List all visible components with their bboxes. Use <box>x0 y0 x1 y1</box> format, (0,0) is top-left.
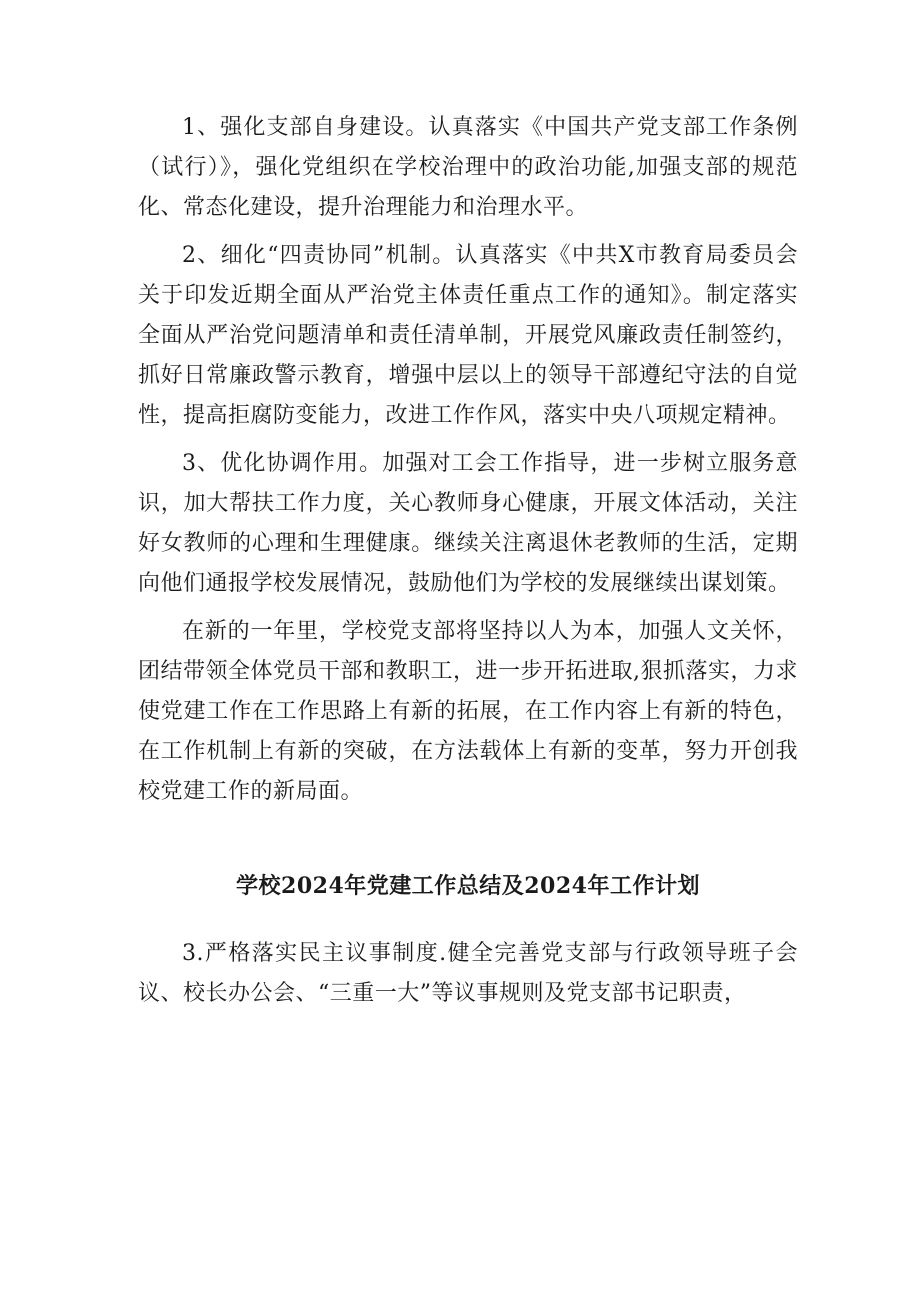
paragraph-democratic-deliberation: 3.严格落实民主议事制度.健全完善党支部与行政领导班子会议、校长办公会、“三重一大”等议事规则及党支部书记职责， <box>138 941 798 1006</box>
paragraph-new-year-outlook: 在新的一年里，学校党支部将坚持以人为本，加强人文关怀，团结带领全体党员干部和教职工，进一步开拓进取,狠抓落实，力求使党建工作在工作思路上有新的拓展，在工作内容上有新的特色，在工作机制上有新的突破，在方法载体上有新的变革，努力开创我校党建工作的新局面。 <box>138 619 798 804</box>
paragraph-party-branch-building: 1、强化支部自身建设。认真落实《中国共产党支部工作条例（试行）》，强化党组织在学校治理中的政治功能,加强支部的规范化、常态化建设，提升治理能力和治理水平。 <box>138 115 798 220</box>
paragraph-coordination-role: 3、优化协调作用。加强对工会工作指导，进一步树立服务意识，加大帮扶工作力度，关心教师身心健康，开展文体活动，关注好女教师的心理和生理健康。继续关注离退休老教师的生活，定期向他们通报学校发展情况，鼓励他们为学校的发展继续出谋划策。 <box>138 451 798 596</box>
section-title: 学校2024年党建工作总结及2024年工作计划 <box>236 873 700 899</box>
paragraph-four-responsibilities: 2、细化“四责协同”机制。认真落实《中共X市教育局委员会关于印发近期全面从严治党主体责任重点工作的通知》。制定落实全面从严治党问题清单和责任清单制，开展党风廉政责任制签约，抓好日常廉政警示教育，增强中层以上的领导干部遵纪守法的自觉性，提高拒腐防变能力，改进工作作风，落实中央八项规定精神。 <box>138 243 798 428</box>
document-page <box>138 108 798 1014</box>
